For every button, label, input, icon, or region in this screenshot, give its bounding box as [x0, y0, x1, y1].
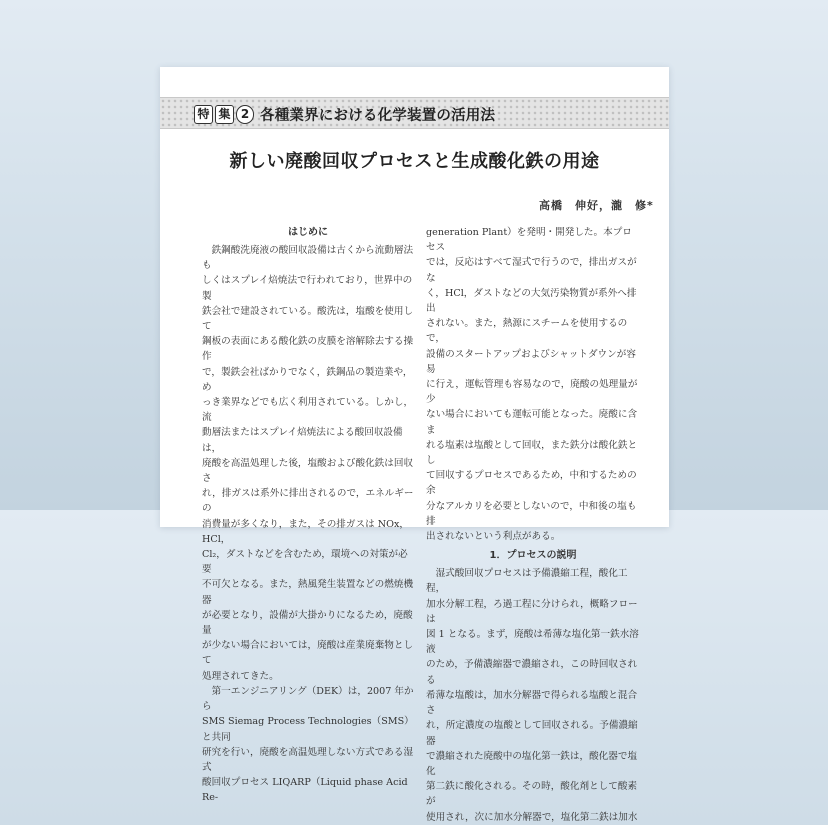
text-line: 酸回収プロセス LIQARP（Liquid phase Acid Re- — [202, 777, 408, 804]
text-line: されない。また，熱源にスチームを使用するので， — [426, 318, 628, 345]
text-line: 第一エンジニアリング（DEK）は，2007 年から — [202, 685, 414, 713]
text-line: のため，予備濃縮器で濃縮され，この時回収される — [426, 659, 638, 686]
text-line: ない場合においても運転可能となった。廃酸に含ま — [426, 409, 638, 436]
text-line: 鉄会社で建設されている。酸洗は，塩酸を使用して — [202, 305, 414, 333]
text-line: 希薄な塩酸は，加水分解器で得られる塩酸と混合さ — [426, 689, 638, 717]
text-line: れ，所定濃度の塩酸として回収される。予備濃縮器 — [426, 720, 638, 747]
article-authors: 高橋 伸好，瀧 修* — [539, 199, 654, 212]
series-header — [194, 104, 495, 124]
special-feature-number-badge: 2 — [236, 105, 254, 124]
text-line: しくはスプレイ焙焼法で行われており，世界中の製 — [202, 275, 413, 302]
text-line: SMS Siemag Process Technologies（SMS）と共同 — [202, 716, 414, 743]
text-line: が少ない場合においては，廃酸は産業廃棄物として — [202, 640, 414, 667]
text-line: て回収するプロセスであるため，中和するための余 — [426, 470, 637, 497]
text-line: 第二鉄に酸化される。その時，酸化剤として酸素が — [426, 781, 638, 808]
text-line: 鉄鋼酸洗廃液の酸回収設備は古くから流動層法も — [202, 245, 414, 272]
text-line: 出されないという利点がある。 — [426, 531, 561, 543]
text-line: 廃酸を高温処理した後，塩酸および酸化鉄は回収さ — [202, 457, 414, 485]
text-line: 図 1 となる。まず，廃酸は希薄な塩化第一鉄水溶液 — [426, 629, 639, 656]
text-line: れる塩素は塩酸として回収，また鉄分は酸化鉄とし — [426, 439, 638, 467]
text-line: れ，排ガスは系外に排出されるので，エネルギーの — [202, 488, 414, 515]
special-feature-badge-toku: 特 — [194, 105, 213, 124]
text-line: generation Plant）を発明・開発した。本プロセス — [426, 227, 632, 254]
right-column — [426, 225, 640, 825]
text-line: 処理されてきた。 — [202, 670, 279, 682]
text-line: 湿式酸回収プロセスは予備濃縮工程，酸化工程， — [426, 568, 628, 595]
text-line: 鋼板の表面にある酸化鉄の皮膜を溶解除去する操作 — [202, 336, 414, 363]
text-line: 消費量が多くなり，また，その排ガスは NOx，HCl， — [202, 518, 410, 545]
text-line: 加水分解工程，ろ過工程に分けられ，概略フローは — [426, 598, 638, 625]
section-heading-introduction: はじめに — [288, 227, 328, 238]
left-column — [202, 225, 414, 806]
text-line: が必要となり，設備が大掛かりになるため，廃酸量 — [202, 609, 413, 637]
text-line: く，HCl，ダストなどの大気汚染物質が系外へ排出 — [426, 287, 637, 315]
text-line: で，製鉄会社ばかりでなく，鉄鋼品の製造業や，め — [202, 366, 413, 393]
text-line: に行え，運転管理も容易なので，廃酸の処理量が少 — [426, 379, 638, 406]
series-title: 各種業界における化学装置の活用法 — [260, 107, 496, 124]
text-line: 研究を行い，廃酸を高温処理しない方式である湿式 — [202, 746, 414, 773]
text-line: では，反応はすべて湿式で行うので，排出ガスがな — [426, 257, 637, 284]
series-banner — [160, 97, 669, 129]
journal-page — [160, 67, 669, 823]
text-line: 分なアルカリを必要としないので，中和後の塩も排 — [426, 500, 637, 527]
text-line: っき業界などでも広く利用されている。しかし，流 — [202, 397, 414, 424]
section-heading-process: 1．プロセスの説明 — [489, 550, 577, 562]
text-line: Cl₂，ダストなどを含むため，環境への対策が必要 — [202, 549, 408, 576]
text-line: 使用され，次に加水分解器で，塩化第二鉄は加水 — [426, 811, 638, 823]
text-line: で濃縮された廃酸中の塩化第一鉄は，酸化器で塩化 — [426, 750, 638, 777]
article-title: 新しい廃酸回収プロセスと生成酸化鉄の用途 — [229, 151, 600, 172]
text-line: 不可欠となる。また，熱風発生装置などの燃焼機器 — [202, 579, 414, 606]
special-feature-badge-shuu: 集 — [215, 105, 234, 124]
text-line: 動層法またはスプレイ焙焼法による酸回収設備は， — [202, 427, 403, 454]
text-line: 設備のスタートアップおよびシャットダウンが容易 — [426, 348, 636, 375]
